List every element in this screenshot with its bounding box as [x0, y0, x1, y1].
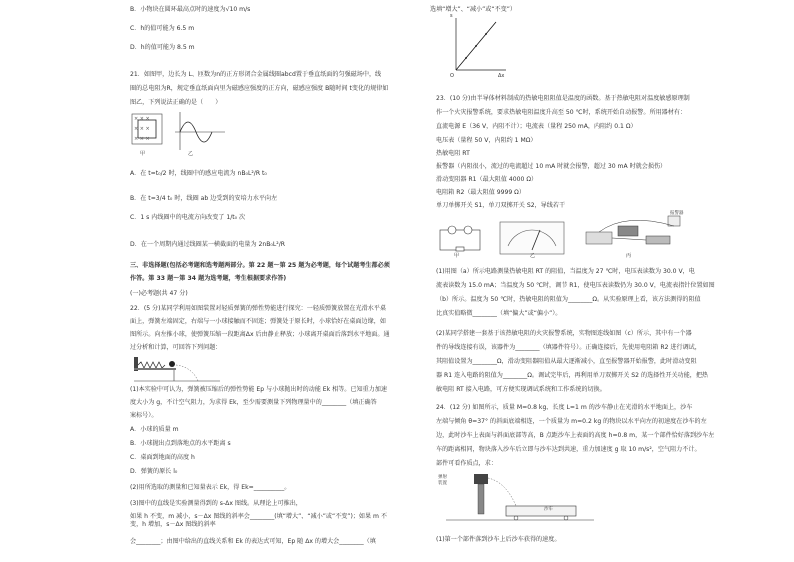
- sand-cart: [506, 506, 576, 516]
- q22-sub1-line3: 案标号）。: [130, 412, 158, 419]
- q21-option-a: A．在 t=t₀/2 时，线圈中的感应电流为 nB₀L²/R t₀: [130, 170, 267, 177]
- fig-label-a: 甲: [454, 253, 460, 259]
- svg-text:× × ×: × × ×: [134, 136, 150, 142]
- launcher-post: [478, 484, 484, 514]
- section3-line1: 三、非选择题(包括必考题和选考题两部分。第 22 题～第 25 题为必考题，每个试题考生都必须: [130, 262, 390, 269]
- q22-sub2: (2)用所选取的测量和已知量表示 Ek，得 Ek=__________。: [130, 484, 291, 491]
- q23-sub2-line4: 器 R1 连入电路的阻值为________Ω。调试完毕后，再利用单刀双掷开关 S2 的选择性开关功能，把热: [436, 372, 709, 379]
- q23-sub2-line5: 敏电阻 RT 接入电路，可方便实现调试系统和工作系统的切换。: [436, 386, 606, 393]
- s-dx-graph: [450, 14, 510, 76]
- q23-line8: 电阻箱 R2（最大阻值 9999 Ω）: [436, 189, 525, 196]
- physical-circuit-c: [586, 216, 680, 244]
- fig-label-b: 乙: [530, 253, 536, 259]
- q23-figures: [436, 212, 692, 262]
- fig-label-yi: 乙: [188, 151, 194, 157]
- q22-option-a: A．小球的质量 m: [130, 426, 179, 433]
- q23-line5: 热敏电阻 RT: [436, 150, 470, 157]
- q24-figure: [446, 468, 596, 530]
- sand-cart-label: 沙车: [544, 507, 553, 512]
- launcher-label-a: 弹射: [438, 475, 447, 480]
- q21-line1: 21．如图甲，边长为 L、匝数为n的正方形闭合金属线圈abcd置于垂直纸面的匀强磁场中，线: [130, 71, 382, 78]
- q24-line3: 边，此时沙车上表面与斜面底部等高，B 点距沙车上表面的高度 h=0.8 m，某一个部件恰好落到沙车左: [436, 432, 715, 439]
- q22-sub3-line1: (3)图中的直线是实验测量得到的 s-Δx 图线。从理论上可推出，: [130, 500, 302, 507]
- q24-line4: 车的距离相同，物块落入沙车后立即与沙车达到共速，重力加速度 g 取 10 m/s²，空气阻力不计。: [436, 446, 701, 453]
- alarm-label: 报警器: [670, 211, 684, 216]
- q24-sub1: (1)第一个部件落到沙车上后沙车获得的速度。: [436, 536, 561, 543]
- q22-line2: 面上，弹簧左端固定，右端与一小球接触而不固连；弹簧处于原长时，小球恰好在桌面边缘，如: [130, 318, 386, 325]
- q23-sub1-line4: 比真实值略微________（填“偏大”或“偏小”）。: [436, 310, 562, 317]
- q23-line3: 直流电源 E（36 V，内阻不计）；电流表（量程 250 mA，内阻约 0.1 Ω）: [436, 123, 637, 130]
- q24-line1: 24．(12 分) 如图所示，质量 M=0.8 kg、长度 L=1 m 的沙车静止在光滑的水平地面上，沙车: [436, 404, 693, 411]
- q22-line1: 22．(5 分)某同学利用如图装置对轻质弹簧的弹性势能进行探究：一轻质弹簧放置在光滑水平桌: [130, 305, 386, 312]
- q23-line7: 滑动变阻器 R1（最大阻值 4000 Ω）: [436, 176, 538, 183]
- q23-line1: 23．(10 分)由半导体材料制成的热敏电阻阻值是温度的函数。基于热敏电阻对温度敏感原理制: [436, 95, 690, 102]
- q22-sub3-line2: 如果 h 不变，m 减小，s－Δx 图线的斜率会________(填“增大”、“减小”或“不变”)；如果 m 不变，h 增加，s－Δx 图线的斜率: [130, 513, 388, 528]
- q23-sub1-line1: (1)用图（a）所示电路测量热敏电阻 RT 的阻值，当温度为 27 ℃时，电压表读数为 30.0 V，电: [436, 268, 695, 275]
- q23-sub2-line2: 件的导线连接有误，该器件为________（填器件符号）。正确连接后，先使用电阻箱 R2 进行调试，: [436, 344, 701, 351]
- q23-line9: 单刀单掷开关 S1，单刀双掷开关 S2，导线若干: [436, 202, 566, 209]
- q21-line2: 圈的总电阻为R，规定垂直纸面向里为磁感应强度的正方向，磁感应强度 B随时间 t变化的规律如: [130, 85, 389, 92]
- fig-label-jia: 甲: [140, 151, 146, 157]
- option-b: B．小物块在圆环最高点时的速度为√10 m/s: [130, 6, 251, 13]
- q22-sub1-line1: (1)本实验中可认为，弹簧被压缩后的弹性势能 Ep 与小球抛出时的动能 Ek 相等。已知重力加速: [130, 386, 387, 393]
- q22-option-d: D．弹簧的原长 l₀: [130, 468, 178, 475]
- ammeter-dial-b: [500, 222, 564, 254]
- circuit-diagram-a: [440, 226, 480, 251]
- q21-option-c: C．1 s 内线圈中的电流方向改变了 1/t₀ 次: [130, 214, 246, 221]
- ball: [169, 361, 175, 367]
- q23-sub1-line2: 流表读数为 15.0 mA；当温度为 50 ℃时，调节 R1，使电压表读数仍为 30.0 V，电流表指针位置如图: [436, 282, 715, 289]
- spring-icon: [138, 362, 165, 368]
- q23-line6: 报警器（内阻很小，流过的电流超过 10 mA 时就会报警，超过 30 mA 时就会损伤）: [436, 163, 667, 170]
- option-c: C．h的值可能为 6.5 m: [130, 25, 195, 32]
- q22-figure: [130, 353, 250, 383]
- fig-label-c: 丙: [626, 253, 632, 259]
- q22-sub3-line3: 会________；由图中给出的直线关系和 Ek 的表达式可知，Ep 随 Δx 的增大会________（填: [130, 538, 376, 545]
- q21-line3: 图乙，下列说法正确的是（ ）: [130, 99, 222, 106]
- q24-line2: 左端与倾角 θ=37° 的斜面底端相连，一个质量为 m=0.2 kg 的物块以水平向左的初速度在沙车的左: [436, 418, 707, 425]
- coil-diagram: [132, 114, 162, 144]
- trajectory: [176, 365, 198, 381]
- q22-line4: 过分析和计算，可回答下列问题：: [130, 344, 222, 351]
- table-top: [134, 368, 176, 370]
- b-t-graph: [175, 112, 225, 150]
- q22-option-b: B．小球抛出点到落地点的水平距离 s: [130, 440, 231, 447]
- q21-option-d: D．在一个周期内通过线圈某一横截面的电量为 2nB₀L²/R: [130, 241, 285, 248]
- q23-sub1-line3: （b）所示。温度为 50 ℃时，热敏电阻的阻值为________Ω。从实验原理上看，该方法测得的阻值: [436, 296, 701, 303]
- q21-figure: [100, 110, 250, 160]
- axis-label-o: O: [450, 73, 454, 79]
- q22-sub1-line2: 度大小为 g，不计空气阻力，为求得 Ek，至少需要测量下列物理量中的________（填正确答: [130, 399, 377, 406]
- svg-text:× × ×: × × ×: [134, 116, 150, 122]
- q23-line2: 作一个火灾报警系统，要求热敏电阻温度升高至 50 ℃时，系统开始自动报警。所用器材有：: [436, 109, 687, 116]
- svg-text:× × ×: × × ×: [134, 126, 150, 132]
- section3-line2: 作答。第 33 题～第 34 题为选考题，考生根据要求作答): [130, 275, 287, 282]
- q23-sub2-line1: (2)某同学搭建一套基于该热敏电阻的火灾报警系统，实物图连线如图（c）所示，其中有一个器: [436, 330, 692, 337]
- launcher: [474, 474, 488, 484]
- option-d: D．h的值可能为 8.5 m: [130, 44, 195, 51]
- axis-label-s: s: [450, 13, 453, 19]
- q24-line5: 部件可看作质点，求：: [436, 460, 497, 467]
- q23-sub2-line3: 其阻值设置为________Ω，滑动变阻器阻值从最大逐渐减小，直至报警器开始报警，此时滑动变阻: [436, 358, 697, 365]
- axis-label-dx: Δx: [498, 73, 505, 79]
- launcher-label-b: 装置: [438, 481, 447, 486]
- q22-option-c: C．桌面到地面的高度 h: [130, 454, 195, 461]
- required-heading: (一)必考题(共 47 分): [130, 290, 188, 297]
- q21-option-b: B．在 t=3/4 t₀ 时，线圈 ab 边受到的安培力水平向左: [130, 195, 278, 202]
- continued-line: 选填“增大”、“减小”或“不变”）: [430, 6, 516, 13]
- q23-line4: 电压表（量程 50 V，内阻约 1 MΩ）: [436, 137, 537, 144]
- q22-line3: 图所示。向左推小球，使弹簧压缩一段距离Δx 后由静止释放；小球离开桌面后落到水平地面。通: [130, 331, 390, 338]
